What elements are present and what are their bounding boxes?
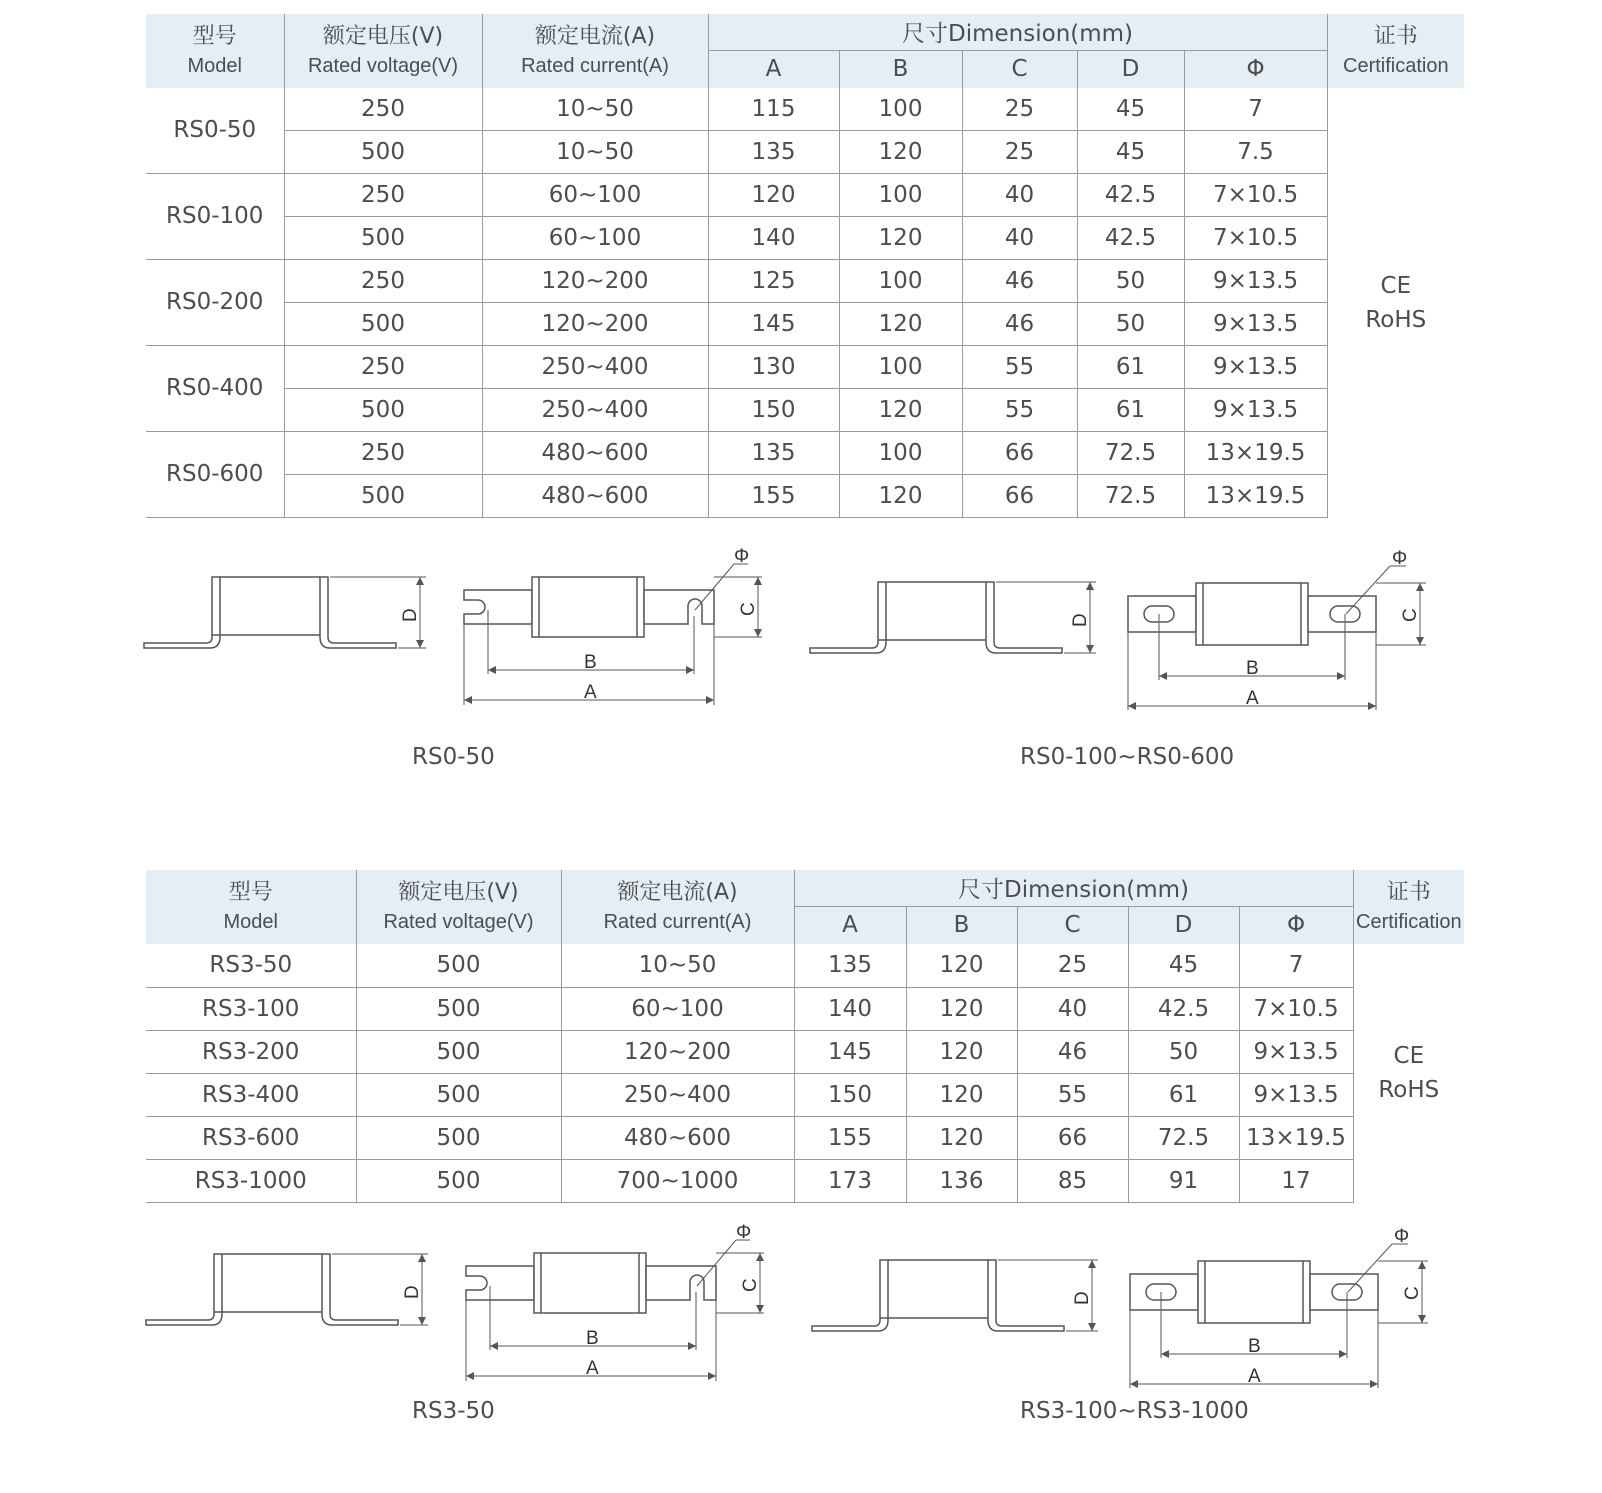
table-row <box>146 173 1464 216</box>
table-row <box>146 1116 1464 1159</box>
current-cell: 60~100 <box>482 173 708 216</box>
dim-a-cell: 115 <box>708 88 839 130</box>
dim-a-cell: 173 <box>794 1159 906 1202</box>
current-cell: 700~1000 <box>561 1159 794 1202</box>
drawing-rs0-50-side <box>140 565 440 665</box>
model-cell: RS3-200 <box>146 1030 356 1073</box>
model-cell: RS3-50 <box>146 944 356 987</box>
dim-d-cell: 50 <box>1077 259 1184 302</box>
current-cell: 120~200 <box>482 302 708 345</box>
dim-a-cell: 135 <box>708 130 839 173</box>
current-cell: 120~200 <box>482 259 708 302</box>
dim-label-d: D <box>1070 613 1091 627</box>
dim-label-b: B <box>1248 1336 1261 1357</box>
drawing-rs3-50-top <box>464 1222 774 1386</box>
dim-c-cell: 25 <box>962 88 1077 130</box>
model-cell: RS0-50 <box>146 88 284 173</box>
table-body <box>146 88 1464 517</box>
dim-label-a: A <box>1248 1366 1261 1387</box>
dim-label-b: B <box>1246 658 1259 679</box>
dim-c-cell: 40 <box>962 216 1077 259</box>
dim-b-cell: 120 <box>839 216 962 259</box>
voltage-cell: 500 <box>356 944 561 987</box>
header-certification: 证书 Certification <box>1327 14 1464 88</box>
dim-a-cell: 135 <box>708 431 839 474</box>
drawing-rs3-large-side <box>808 1248 1118 1348</box>
table-row <box>146 302 1464 345</box>
dim-phi-cell: 7×10.5 <box>1184 173 1327 216</box>
dim-phi-cell: 7 <box>1239 944 1353 987</box>
dim-b-cell: 100 <box>839 431 962 474</box>
drawing-rs0-large-top <box>1126 550 1436 715</box>
model-cell: RS0-400 <box>146 345 284 431</box>
current-cell: 250~400 <box>482 345 708 388</box>
dim-label-a: A <box>586 1358 599 1379</box>
dim-b-cell: 120 <box>839 388 962 431</box>
dim-a-cell: 145 <box>794 1030 906 1073</box>
dim-d-cell: 72.5 <box>1077 431 1184 474</box>
table-row <box>146 130 1464 173</box>
dim-c-cell: 66 <box>1017 1116 1128 1159</box>
dim-label-a: A <box>1246 688 1259 709</box>
dim-c-cell: 25 <box>1017 944 1128 987</box>
dim-b-cell: 100 <box>839 88 962 130</box>
cert-rohs: RoHS <box>1378 1077 1440 1103</box>
dim-d-cell: 45 <box>1077 88 1184 130</box>
current-cell: 10~50 <box>482 88 708 130</box>
current-cell: 250~400 <box>561 1073 794 1116</box>
header-dim-phi: Φ <box>1239 906 1353 944</box>
model-cell: RS3-100 <box>146 987 356 1030</box>
dim-phi-cell: 7×10.5 <box>1184 216 1327 259</box>
header-dim-c: C <box>962 50 1077 88</box>
cert-rohs: RoHS <box>1365 306 1427 333</box>
dim-c-cell: 46 <box>962 259 1077 302</box>
voltage-cell: 500 <box>284 302 482 345</box>
header-dimension: 尺寸Dimension(mm) <box>708 14 1327 50</box>
dim-b-cell: 120 <box>839 302 962 345</box>
dim-phi-cell: 13×19.5 <box>1184 474 1327 517</box>
dim-a-cell: 150 <box>794 1073 906 1116</box>
table-row <box>146 474 1464 517</box>
table-row <box>146 345 1464 388</box>
model-cell: RS0-100 <box>146 173 284 259</box>
voltage-cell: 500 <box>284 130 482 173</box>
drawing-rs0-50-top <box>462 546 772 710</box>
header-dim-a: A <box>794 906 906 944</box>
dim-d-cell: 50 <box>1128 1030 1239 1073</box>
dim-c-cell: 55 <box>962 388 1077 431</box>
spec-table-rs3 <box>146 870 1464 1203</box>
dim-label-b: B <box>584 652 597 673</box>
dim-d-cell: 61 <box>1077 388 1184 431</box>
current-cell: 250~400 <box>482 388 708 431</box>
header-dim-d: D <box>1077 50 1184 88</box>
dim-a-cell: 125 <box>708 259 839 302</box>
dim-phi-cell: 7×10.5 <box>1239 987 1353 1030</box>
dim-d-cell: 61 <box>1128 1073 1239 1116</box>
header-voltage: 额定电压(V) Rated voltage(V) <box>284 14 482 88</box>
dim-b-cell: 120 <box>906 987 1017 1030</box>
current-cell: 10~50 <box>482 130 708 173</box>
table-row <box>146 216 1464 259</box>
dim-c-cell: 40 <box>962 173 1077 216</box>
table-row <box>146 431 1464 474</box>
table-row <box>146 987 1464 1030</box>
drawing-rs3-large-top <box>1128 1228 1438 1393</box>
dim-phi-cell: 9×13.5 <box>1184 302 1327 345</box>
model-cell: RS0-200 <box>146 259 284 345</box>
dim-label-c: C <box>740 1278 761 1292</box>
dim-b-cell: 100 <box>839 173 962 216</box>
dim-c-cell: 55 <box>1017 1073 1128 1116</box>
cert-ce: CE <box>1393 1043 1425 1069</box>
dim-phi-cell: 9×13.5 <box>1184 388 1327 431</box>
header-current: 额定电流(A) Rated current(A) <box>482 14 708 88</box>
header-certification: 证书 Certification <box>1353 870 1464 944</box>
current-cell: 480~600 <box>482 474 708 517</box>
dim-d-cell: 42.5 <box>1077 216 1184 259</box>
dim-d-cell: 42.5 <box>1077 173 1184 216</box>
voltage-cell: 250 <box>284 431 482 474</box>
voltage-cell: 500 <box>284 474 482 517</box>
dim-d-cell: 45 <box>1077 130 1184 173</box>
table-row <box>146 259 1464 302</box>
dim-d-cell: 72.5 <box>1077 474 1184 517</box>
dim-phi-cell: 9×13.5 <box>1239 1030 1353 1073</box>
current-cell: 120~200 <box>561 1030 794 1073</box>
cert-ce: CE <box>1380 272 1412 299</box>
dim-d-cell: 45 <box>1128 944 1239 987</box>
model-cell: RS0-600 <box>146 431 284 517</box>
header-dimension: 尺寸Dimension(mm) <box>794 870 1353 906</box>
voltage-cell: 250 <box>284 173 482 216</box>
header-dim-phi: Φ <box>1184 50 1327 88</box>
current-cell: 60~100 <box>561 987 794 1030</box>
voltage-cell: 250 <box>284 88 482 130</box>
header-model: 型号 Model <box>146 870 356 944</box>
dim-c-cell: 25 <box>962 130 1077 173</box>
table-row <box>146 1073 1464 1116</box>
drawing-rs3-50-side <box>142 1242 442 1342</box>
caption-rs3-50: RS3-50 <box>412 1398 495 1424</box>
dim-c-cell: 46 <box>962 302 1077 345</box>
table-row <box>146 388 1464 431</box>
dim-label-b: B <box>586 1328 599 1349</box>
voltage-cell: 500 <box>284 216 482 259</box>
certification-cell <box>1327 88 1464 517</box>
voltage-cell: 500 <box>356 1116 561 1159</box>
dim-a-cell: 130 <box>708 345 839 388</box>
dim-d-cell: 50 <box>1077 302 1184 345</box>
dim-label-phi: Φ <box>1392 548 1408 569</box>
voltage-cell: 250 <box>284 259 482 302</box>
dim-label-d: D <box>402 1285 423 1299</box>
certification-cell <box>1353 944 1464 1202</box>
dim-c-cell: 66 <box>962 474 1077 517</box>
dim-b-cell: 136 <box>906 1159 1017 1202</box>
voltage-cell: 500 <box>356 1073 561 1116</box>
header-dim-d: D <box>1128 906 1239 944</box>
current-cell: 480~600 <box>561 1116 794 1159</box>
voltage-cell: 250 <box>284 345 482 388</box>
dim-d-cell: 61 <box>1077 345 1184 388</box>
dim-label-d: D <box>1072 1291 1093 1305</box>
model-cell: RS3-400 <box>146 1073 356 1116</box>
table-header <box>146 14 1464 88</box>
dim-label-c: C <box>1402 1286 1423 1300</box>
dim-label-phi: Φ <box>1394 1226 1410 1247</box>
dim-c-cell: 46 <box>1017 1030 1128 1073</box>
dim-phi-cell: 9×13.5 <box>1184 345 1327 388</box>
voltage-cell: 500 <box>356 1159 561 1202</box>
caption-rs0-100-600: RS0-100~RS0-600 <box>1020 744 1235 770</box>
dim-phi-cell: 7 <box>1184 88 1327 130</box>
dim-phi-cell: 9×13.5 <box>1239 1073 1353 1116</box>
dim-b-cell: 100 <box>839 345 962 388</box>
model-cell: RS3-600 <box>146 1116 356 1159</box>
header-dim-b: B <box>906 906 1017 944</box>
table-row <box>146 1030 1464 1073</box>
dim-b-cell: 100 <box>839 259 962 302</box>
dim-b-cell: 120 <box>839 130 962 173</box>
header-dim-b: B <box>839 50 962 88</box>
dim-a-cell: 155 <box>794 1116 906 1159</box>
table-row <box>146 1159 1464 1202</box>
dim-c-cell: 40 <box>1017 987 1128 1030</box>
current-cell: 480~600 <box>482 431 708 474</box>
dim-a-cell: 140 <box>708 216 839 259</box>
dim-c-cell: 66 <box>962 431 1077 474</box>
dim-b-cell: 120 <box>906 1116 1017 1159</box>
dim-c-cell: 55 <box>962 345 1077 388</box>
dim-b-cell: 120 <box>839 474 962 517</box>
current-cell: 10~50 <box>561 944 794 987</box>
dim-a-cell: 155 <box>708 474 839 517</box>
dim-phi-cell: 17 <box>1239 1159 1353 1202</box>
dim-b-cell: 120 <box>906 1030 1017 1073</box>
dim-d-cell: 91 <box>1128 1159 1239 1202</box>
dim-b-cell: 120 <box>906 1073 1017 1116</box>
dim-phi-cell: 7.5 <box>1184 130 1327 173</box>
dim-label-d: D <box>400 608 421 622</box>
header-model: 型号 Model <box>146 14 284 88</box>
dim-a-cell: 145 <box>708 302 839 345</box>
caption-rs0-50: RS0-50 <box>412 744 495 770</box>
voltage-cell: 500 <box>356 987 561 1030</box>
table-body <box>146 944 1464 1202</box>
header-dim-a: A <box>708 50 839 88</box>
dim-label-a: A <box>584 682 597 703</box>
table-header <box>146 870 1464 944</box>
dim-c-cell: 85 <box>1017 1159 1128 1202</box>
model-cell: RS3-1000 <box>146 1159 356 1202</box>
current-cell: 60~100 <box>482 216 708 259</box>
dim-label-c: C <box>1400 608 1421 622</box>
dim-label-phi: Φ <box>736 1222 752 1243</box>
table-row <box>146 944 1464 987</box>
dim-a-cell: 135 <box>794 944 906 987</box>
voltage-cell: 500 <box>356 1030 561 1073</box>
dim-phi-cell: 9×13.5 <box>1184 259 1327 302</box>
dim-phi-cell: 13×19.5 <box>1239 1116 1353 1159</box>
header-current: 额定电流(A) Rated current(A) <box>561 870 794 944</box>
dim-d-cell: 72.5 <box>1128 1116 1239 1159</box>
dim-b-cell: 120 <box>906 944 1017 987</box>
header-voltage: 额定电压(V) Rated voltage(V) <box>356 870 561 944</box>
dim-label-c: C <box>738 602 759 616</box>
dim-label-phi: Φ <box>734 546 750 567</box>
drawing-rs0-large-side <box>806 570 1116 670</box>
spec-table-rs0 <box>146 14 1464 518</box>
voltage-cell: 500 <box>284 388 482 431</box>
dim-phi-cell: 13×19.5 <box>1184 431 1327 474</box>
dim-a-cell: 120 <box>708 173 839 216</box>
dim-a-cell: 140 <box>794 987 906 1030</box>
table-row <box>146 88 1464 130</box>
header-dim-c: C <box>1017 906 1128 944</box>
dim-d-cell: 42.5 <box>1128 987 1239 1030</box>
caption-rs3-100-1000: RS3-100~RS3-1000 <box>1020 1398 1249 1424</box>
dim-a-cell: 150 <box>708 388 839 431</box>
